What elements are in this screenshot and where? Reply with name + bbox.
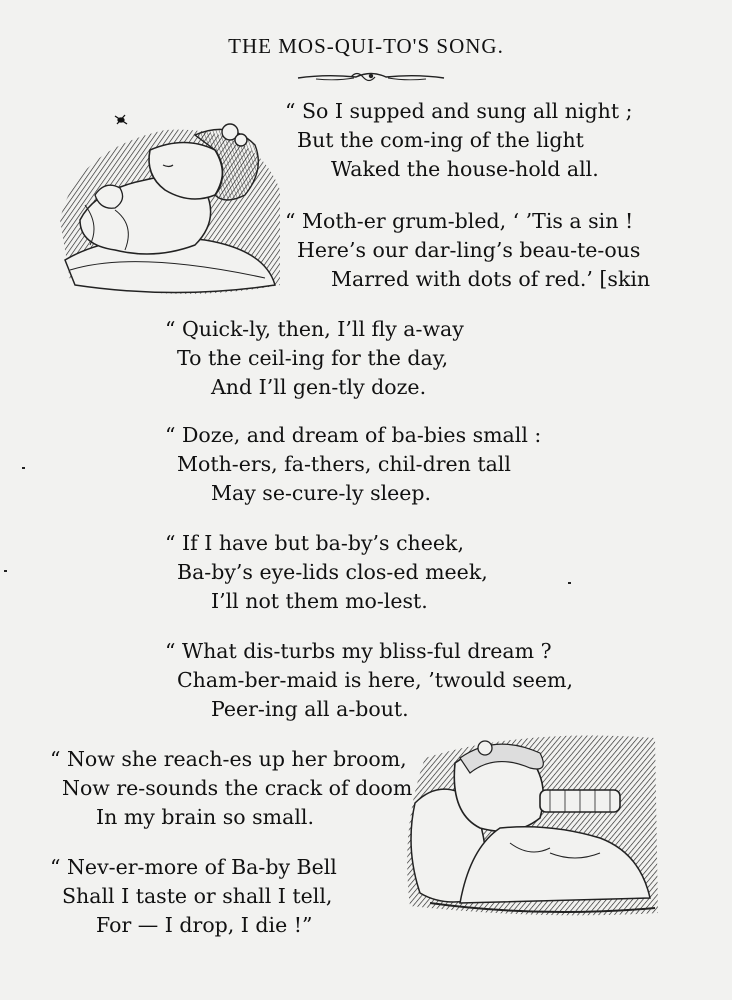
poem-line: Ba-by’s eye-lids clos-ed meek, [177, 560, 488, 584]
poem-line: “ So I supped and sung all night ; [285, 99, 633, 123]
poem-line: Shall I taste or shall I tell, [62, 884, 333, 908]
ink-speck [568, 582, 571, 584]
page-title: THE MOS-QUI-TO'S SONG. [228, 34, 504, 58]
poem-line: Moth-ers, fa-thers, chil-dren tall [177, 452, 511, 476]
poem-line: “ Doze, and dream of ba-bies small : [165, 423, 542, 447]
sleeping-baby-illustration [55, 110, 283, 302]
poem-line: “ Now she reach-es up her broom, [50, 747, 407, 771]
poem-line: For — I drop, I die !” [96, 913, 313, 937]
poem-line: In my brain so small. [96, 805, 314, 829]
poem-line: “ Moth-er grum-bled, ‘ ’Tis a sin ! [285, 209, 634, 233]
poem-line: And I’ll gen-tly doze. [211, 375, 427, 399]
poem-line: “ What dis-turbs my bliss-ful dream ? [165, 639, 552, 663]
poem-line: Now re-sounds the crack of doom [62, 776, 413, 800]
stanza-3 [165, 315, 464, 402]
poem-line: Waked the house-hold all. [331, 157, 599, 181]
poem-line: “ If I have but ba-by’s cheek, [165, 531, 464, 555]
ink-speck [22, 467, 25, 469]
stanza-2 [285, 207, 650, 294]
stanza-1 [285, 97, 632, 184]
ink-speck [4, 570, 7, 572]
poem-line: May se-cure-ly sleep. [211, 481, 432, 505]
poem-line: Here’s our dar-ling’s beau-te-ous [297, 238, 641, 262]
poem-line: I’ll not them mo-lest. [211, 589, 428, 613]
poem-line: But the com-ing of the light [297, 128, 584, 152]
poem-line: “ Nev-er-more of Ba-by Bell [50, 855, 337, 879]
stanza-5 [165, 529, 488, 616]
poem-line: “ Quick-ly, then, I’ll fly a-way [165, 317, 464, 341]
stanza-4 [165, 421, 541, 508]
stanza-6 [165, 637, 573, 724]
stanza-8 [50, 853, 337, 940]
title-ornament [296, 66, 446, 86]
baby-with-bottle-illustration [400, 728, 662, 918]
poem-line: Cham-ber-maid is here, ’twould seem, [177, 668, 573, 692]
poem-line: Peer-ing all a-bout. [211, 697, 409, 721]
stanza-7 [50, 745, 412, 832]
poem-line: To the ceil-ing for the day, [177, 346, 449, 370]
poem-line: Marred with dots of red.’ [skin [331, 267, 651, 291]
